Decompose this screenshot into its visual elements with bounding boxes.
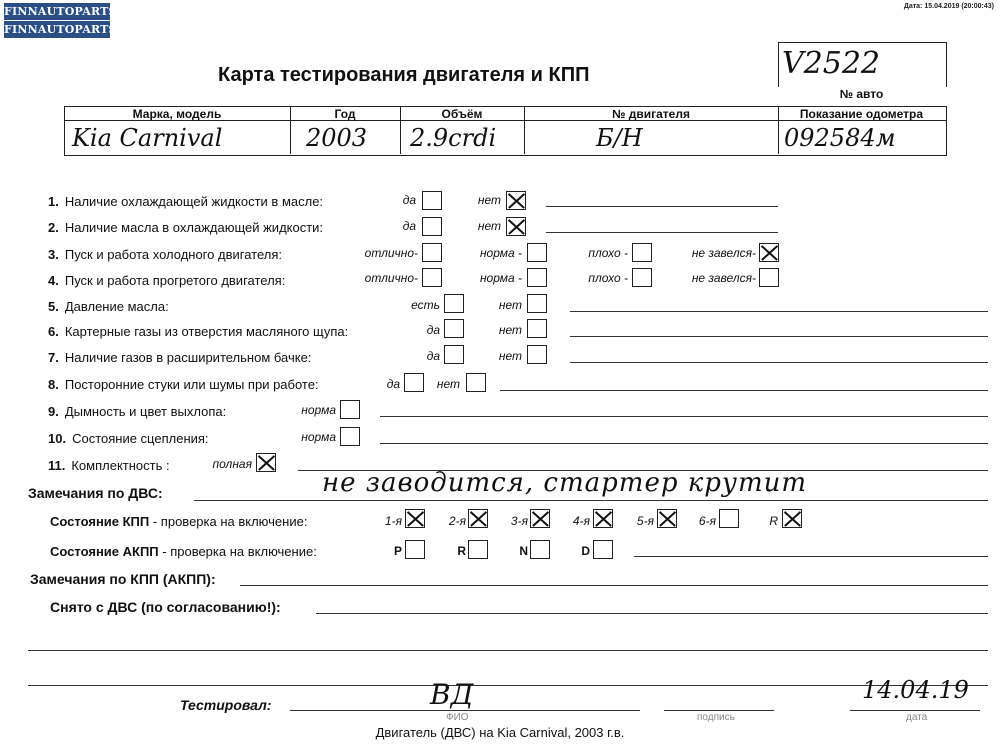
q9-line <box>380 416 988 417</box>
q3-otlichno-checkbox[interactable] <box>422 243 442 262</box>
q8-net-checkbox[interactable] <box>466 373 486 392</box>
volume-value: 2.9crdi <box>410 124 497 152</box>
akpp-gear-d-checkbox[interactable] <box>593 540 613 559</box>
q2-net-checkbox[interactable] <box>506 217 526 236</box>
q8-net-label: нет <box>436 377 460 391</box>
q1-da-checkbox[interactable] <box>422 191 442 210</box>
kpp-remarks-label: Замечания по КПП (АКПП): <box>30 571 216 587</box>
q3-ploho-checkbox[interactable] <box>632 243 652 262</box>
removed-line-2 <box>28 650 988 651</box>
kpp-gear-2-checkbox[interactable] <box>468 509 488 528</box>
q3-ploho-label: плохо - <box>588 246 628 260</box>
q7-da-label: да <box>426 349 440 363</box>
logo-duplicate: FINNAUTOPARTS <box>4 23 117 36</box>
akpp-gear-n-checkbox[interactable] <box>530 540 550 559</box>
timestamp: Дата: 15.04.2019 (20:00:43) <box>903 3 994 10</box>
image-caption: Двигатель (ДВС) на Kia Carnival, 2003 г.в. <box>375 725 625 740</box>
q1-net-checkbox[interactable] <box>506 191 526 210</box>
question-7: 7. Наличие газов в расширительном бачке: <box>48 350 312 365</box>
akpp-gear-r-checkbox[interactable] <box>468 540 488 559</box>
removed-label: Снято с ДВС (по согласованию!): <box>50 599 281 615</box>
header-label-year: Год <box>334 107 356 121</box>
kpp-gear-4-label: 4-я <box>572 514 590 528</box>
akpp-gear-d-label: D <box>581 544 590 558</box>
signature-caption: подпись <box>697 712 735 723</box>
question-6: 6. Картерные газы из отверстия масляного щупа: <box>48 324 349 339</box>
q5-est-checkbox[interactable] <box>444 294 464 313</box>
q5-net-label: нет <box>498 298 522 312</box>
question-4: 4. Пуск и работа прогретого двигателя: <box>48 273 286 288</box>
q8-da-label: да <box>386 377 400 391</box>
q3-norma-label: норма - <box>479 246 522 260</box>
akpp-gear-p-checkbox[interactable] <box>405 540 425 559</box>
question-10: 10. Состояние сцепления: <box>48 431 209 446</box>
kpp-gear-6-checkbox[interactable] <box>719 509 739 528</box>
q6-net-label: нет <box>498 323 522 337</box>
q9-norma-checkbox[interactable] <box>340 400 360 419</box>
signature-line <box>664 710 774 711</box>
akpp-gear-r-label: R <box>457 544 466 558</box>
date-caption: дата <box>906 712 928 723</box>
akpp-line <box>634 556 988 557</box>
date-line <box>850 710 980 711</box>
question-8: 8. Посторонние стуки или шумы при работе: <box>48 377 319 392</box>
q2-line <box>546 232 778 233</box>
kpp-remarks-line <box>240 585 988 586</box>
q10-norma-label: норма <box>301 430 336 444</box>
removed-line-3 <box>28 685 988 686</box>
q5-line <box>570 311 988 312</box>
q8-line <box>500 390 988 391</box>
q4-norma-checkbox[interactable] <box>527 268 547 287</box>
page-title: Карта тестирования двигателя и КПП <box>218 64 590 86</box>
kpp-gear-r-checkbox[interactable] <box>782 509 802 528</box>
akpp-gear-n-label: N <box>519 544 528 558</box>
q11-polnaya-checkbox[interactable] <box>256 453 276 472</box>
question-5: 5. Давление масла: <box>48 299 169 314</box>
tested-by-label: Тестировал: <box>180 697 272 713</box>
question-1: 1. Наличие охлаждающей жидкости в масле: <box>48 194 324 209</box>
q3-norma-checkbox[interactable] <box>527 243 547 262</box>
kpp-gear-1-checkbox[interactable] <box>405 509 425 528</box>
auto-number-label: № авто <box>839 87 884 101</box>
engine-remarks-label: Замечания по ДВС: <box>28 485 163 501</box>
q1-line <box>546 206 778 207</box>
header-label-volume: Объём <box>441 107 483 121</box>
fio-caption: ФИО <box>446 712 469 723</box>
q4-otlichno-checkbox[interactable] <box>422 268 442 287</box>
q4-ne-zavelsya-checkbox[interactable] <box>759 268 779 287</box>
q7-net-label: нет <box>498 349 522 363</box>
model-value: Kia Carnival <box>72 124 223 152</box>
q10-line <box>380 443 988 444</box>
kpp-gear-2-label: 2-я <box>448 514 466 528</box>
kpp-gear-5-label: 5-я <box>636 514 654 528</box>
q7-da-checkbox[interactable] <box>444 345 464 364</box>
engine-no-value: Б/Н <box>596 124 643 152</box>
q5-est-label: есть <box>411 298 440 312</box>
auto-number-value: V2522 <box>782 46 881 81</box>
kpp-gear-r-label: R <box>769 514 778 528</box>
question-11: 11. Комплектность : <box>48 458 170 473</box>
question-3: 3. Пуск и работа холодного двигателя: <box>48 247 282 262</box>
q2-da-label: да <box>402 219 416 233</box>
q6-da-label: да <box>426 323 440 337</box>
q11-polnaya-label: полная <box>212 457 252 471</box>
akpp-label: Состояние АКПП - проверка на включение: <box>50 544 317 559</box>
q4-ploho-checkbox[interactable] <box>632 268 652 287</box>
logo: FINNAUTOPARTS <box>4 5 117 18</box>
q7-net-checkbox[interactable] <box>527 345 547 364</box>
q10-norma-checkbox[interactable] <box>340 427 360 446</box>
kpp-label: Состояние КПП - проверка на включение: <box>50 514 308 529</box>
q6-da-checkbox[interactable] <box>444 319 464 338</box>
akpp-gear-p-label: P <box>393 544 402 558</box>
q1-da-label: да <box>402 193 416 207</box>
fio-value: ВД <box>430 678 474 711</box>
kpp-gear-1-label: 1-я <box>384 514 402 528</box>
odometer-value: 092584м <box>784 124 896 152</box>
q7-line <box>570 362 988 363</box>
q6-net-checkbox[interactable] <box>527 319 547 338</box>
q6-line <box>570 336 988 337</box>
engine-remarks-value: не заводится, стартер крутит <box>322 468 808 498</box>
removed-line <box>316 613 988 614</box>
q3-ne-zavelsya-label: не завелся- <box>691 246 756 260</box>
kpp-gear-6-label: 6-я <box>698 514 716 528</box>
q9-norma-label: норма <box>301 403 336 417</box>
q4-norma-label: норма - <box>479 271 522 285</box>
engine-remarks-line <box>194 500 988 501</box>
q2-net-label: нет <box>477 219 501 233</box>
header-label-model: Марка, модель <box>132 107 222 121</box>
header-label-engine-no: № двигателя <box>612 107 690 121</box>
kpp-gear-3-checkbox[interactable] <box>530 509 550 528</box>
kpp-gear-3-label: 3-я <box>510 514 528 528</box>
q5-net-checkbox[interactable] <box>527 294 547 313</box>
question-9: 9. Дымность и цвет выхлопа: <box>48 404 227 419</box>
kpp-gear-5-checkbox[interactable] <box>657 509 677 528</box>
q4-ne-zavelsya-label: не завелся- <box>691 271 756 285</box>
q1-net-label: нет <box>477 193 501 207</box>
kpp-gear-4-checkbox[interactable] <box>593 509 613 528</box>
q3-otlichno-label: отлично- <box>364 246 418 260</box>
date-value: 14.04.19 <box>862 676 969 704</box>
q2-da-checkbox[interactable] <box>422 217 442 236</box>
q3-ne-zavelsya-checkbox[interactable] <box>759 243 779 262</box>
q4-otlichno-label: отлично- <box>364 271 418 285</box>
q8-da-checkbox[interactable] <box>404 373 424 392</box>
q4-ploho-label: плохо - <box>588 271 628 285</box>
header-label-odometer: Показание одометра <box>799 107 924 121</box>
question-2: 2. Наличие масла в охлаждающей жидкости: <box>48 220 324 235</box>
year-value: 2003 <box>306 124 368 152</box>
